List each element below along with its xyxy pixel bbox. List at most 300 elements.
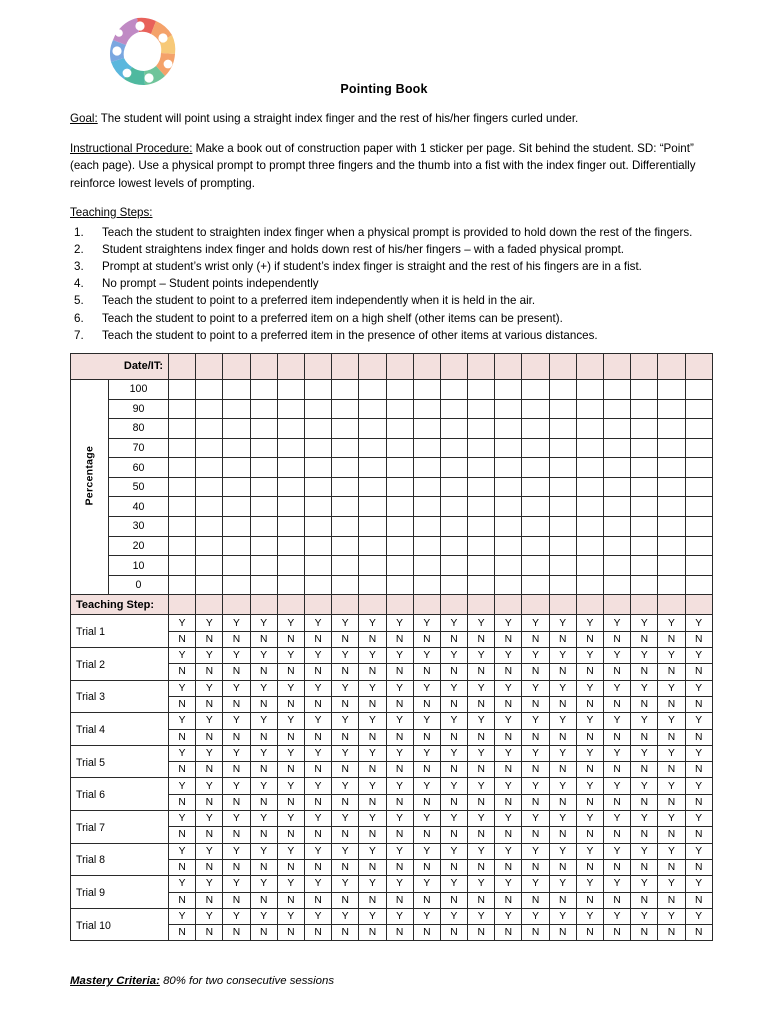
graph-plot-cell[interactable] xyxy=(631,399,658,419)
trial-no-cell[interactable]: N xyxy=(359,925,386,941)
date-entry-cell[interactable] xyxy=(223,353,250,379)
trial-no-cell[interactable]: N xyxy=(440,631,467,647)
teaching-step-entry-cell[interactable] xyxy=(631,595,658,615)
trial-yes-cell[interactable]: Y xyxy=(576,648,603,664)
trial-no-cell[interactable]: N xyxy=(332,925,359,941)
teaching-step-entry-cell[interactable] xyxy=(440,595,467,615)
trial-yes-cell[interactable]: Y xyxy=(631,648,658,664)
trial-yes-cell[interactable]: Y xyxy=(250,908,277,924)
graph-plot-cell[interactable] xyxy=(468,517,495,537)
graph-plot-cell[interactable] xyxy=(304,477,331,497)
trial-yes-cell[interactable]: Y xyxy=(440,778,467,794)
trial-yes-cell[interactable]: Y xyxy=(468,745,495,761)
graph-plot-cell[interactable] xyxy=(576,517,603,537)
graph-plot-cell[interactable] xyxy=(250,438,277,458)
trial-no-cell[interactable]: N xyxy=(386,892,413,908)
trial-no-cell[interactable]: N xyxy=(250,631,277,647)
graph-plot-cell[interactable] xyxy=(631,379,658,399)
graph-plot-cell[interactable] xyxy=(359,556,386,576)
trial-yes-cell[interactable]: Y xyxy=(277,615,304,631)
graph-plot-cell[interactable] xyxy=(549,556,576,576)
trial-yes-cell[interactable]: Y xyxy=(332,680,359,696)
teaching-step-entry-cell[interactable] xyxy=(196,595,223,615)
trial-no-cell[interactable]: N xyxy=(631,892,658,908)
date-entry-cell[interactable] xyxy=(250,353,277,379)
trial-yes-cell[interactable]: Y xyxy=(440,648,467,664)
graph-plot-cell[interactable] xyxy=(576,379,603,399)
graph-plot-cell[interactable] xyxy=(604,556,631,576)
trial-no-cell[interactable]: N xyxy=(332,827,359,843)
trial-no-cell[interactable]: N xyxy=(440,729,467,745)
graph-plot-cell[interactable] xyxy=(413,517,440,537)
trial-no-cell[interactable]: N xyxy=(304,892,331,908)
trial-yes-cell[interactable]: Y xyxy=(196,778,223,794)
trial-yes-cell[interactable]: Y xyxy=(332,908,359,924)
date-entry-cell[interactable] xyxy=(631,353,658,379)
trial-no-cell[interactable]: N xyxy=(631,794,658,810)
graph-plot-cell[interactable] xyxy=(631,575,658,595)
trial-yes-cell[interactable]: Y xyxy=(522,745,549,761)
graph-plot-cell[interactable] xyxy=(359,379,386,399)
graph-plot-cell[interactable] xyxy=(549,536,576,556)
trial-yes-cell[interactable]: Y xyxy=(169,680,196,696)
trial-no-cell[interactable]: N xyxy=(250,729,277,745)
trial-yes-cell[interactable]: Y xyxy=(522,843,549,859)
trial-no-cell[interactable]: N xyxy=(332,631,359,647)
trial-yes-cell[interactable]: Y xyxy=(413,778,440,794)
graph-plot-cell[interactable] xyxy=(440,458,467,478)
trial-no-cell[interactable]: N xyxy=(522,794,549,810)
trial-yes-cell[interactable]: Y xyxy=(468,648,495,664)
graph-plot-cell[interactable] xyxy=(631,458,658,478)
trial-yes-cell[interactable]: Y xyxy=(549,648,576,664)
trial-yes-cell[interactable]: Y xyxy=(304,778,331,794)
trial-yes-cell[interactable]: Y xyxy=(604,811,631,827)
trial-no-cell[interactable]: N xyxy=(468,794,495,810)
trial-yes-cell[interactable]: Y xyxy=(658,745,685,761)
trial-no-cell[interactable]: N xyxy=(359,827,386,843)
graph-plot-cell[interactable] xyxy=(413,458,440,478)
trial-no-cell[interactable]: N xyxy=(549,729,576,745)
trial-yes-cell[interactable]: Y xyxy=(332,811,359,827)
trial-no-cell[interactable]: N xyxy=(468,729,495,745)
trial-yes-cell[interactable]: Y xyxy=(223,745,250,761)
trial-no-cell[interactable]: N xyxy=(549,794,576,810)
graph-plot-cell[interactable] xyxy=(685,556,712,576)
trial-yes-cell[interactable]: Y xyxy=(604,680,631,696)
trial-no-cell[interactable]: N xyxy=(250,827,277,843)
trial-yes-cell[interactable]: Y xyxy=(332,745,359,761)
graph-plot-cell[interactable] xyxy=(685,438,712,458)
trial-yes-cell[interactable]: Y xyxy=(304,648,331,664)
graph-plot-cell[interactable] xyxy=(413,556,440,576)
graph-plot-cell[interactable] xyxy=(304,399,331,419)
trial-yes-cell[interactable]: Y xyxy=(196,908,223,924)
trial-yes-cell[interactable]: Y xyxy=(685,680,712,696)
graph-plot-cell[interactable] xyxy=(549,419,576,439)
trial-yes-cell[interactable]: Y xyxy=(196,713,223,729)
trial-no-cell[interactable]: N xyxy=(468,859,495,875)
teaching-step-entry-cell[interactable] xyxy=(169,595,196,615)
trial-no-cell[interactable]: N xyxy=(413,892,440,908)
trial-yes-cell[interactable]: Y xyxy=(604,908,631,924)
trial-yes-cell[interactable]: Y xyxy=(359,713,386,729)
trial-yes-cell[interactable]: Y xyxy=(169,648,196,664)
trial-no-cell[interactable]: N xyxy=(332,664,359,680)
trial-no-cell[interactable]: N xyxy=(631,762,658,778)
trial-no-cell[interactable]: N xyxy=(576,729,603,745)
graph-plot-cell[interactable] xyxy=(277,575,304,595)
trial-no-cell[interactable]: N xyxy=(169,631,196,647)
trial-yes-cell[interactable]: Y xyxy=(549,876,576,892)
trial-no-cell[interactable]: N xyxy=(169,696,196,712)
trial-yes-cell[interactable]: Y xyxy=(576,908,603,924)
graph-plot-cell[interactable] xyxy=(468,536,495,556)
trial-no-cell[interactable]: N xyxy=(332,729,359,745)
graph-plot-cell[interactable] xyxy=(576,438,603,458)
graph-plot-cell[interactable] xyxy=(386,458,413,478)
trial-yes-cell[interactable]: Y xyxy=(386,843,413,859)
trial-no-cell[interactable]: N xyxy=(658,827,685,843)
graph-plot-cell[interactable] xyxy=(522,556,549,576)
graph-plot-cell[interactable] xyxy=(468,556,495,576)
date-entry-cell[interactable] xyxy=(386,353,413,379)
graph-plot-cell[interactable] xyxy=(495,556,522,576)
graph-plot-cell[interactable] xyxy=(522,438,549,458)
trial-no-cell[interactable]: N xyxy=(440,827,467,843)
trial-no-cell[interactable]: N xyxy=(196,696,223,712)
trial-no-cell[interactable]: N xyxy=(631,925,658,941)
graph-plot-cell[interactable] xyxy=(549,497,576,517)
trial-no-cell[interactable]: N xyxy=(386,664,413,680)
trial-no-cell[interactable]: N xyxy=(250,664,277,680)
trial-no-cell[interactable]: N xyxy=(468,696,495,712)
trial-yes-cell[interactable]: Y xyxy=(413,876,440,892)
trial-no-cell[interactable]: N xyxy=(685,664,712,680)
trial-yes-cell[interactable]: Y xyxy=(522,876,549,892)
trial-yes-cell[interactable]: Y xyxy=(468,778,495,794)
trial-no-cell[interactable]: N xyxy=(522,892,549,908)
trial-yes-cell[interactable]: Y xyxy=(277,908,304,924)
graph-plot-cell[interactable] xyxy=(522,399,549,419)
graph-plot-cell[interactable] xyxy=(169,517,196,537)
graph-plot-cell[interactable] xyxy=(386,536,413,556)
graph-plot-cell[interactable] xyxy=(631,556,658,576)
trial-no-cell[interactable]: N xyxy=(413,827,440,843)
graph-plot-cell[interactable] xyxy=(549,438,576,458)
graph-plot-cell[interactable] xyxy=(277,497,304,517)
graph-plot-cell[interactable] xyxy=(169,575,196,595)
trial-yes-cell[interactable]: Y xyxy=(277,713,304,729)
trial-yes-cell[interactable]: Y xyxy=(440,680,467,696)
trial-no-cell[interactable]: N xyxy=(413,794,440,810)
graph-plot-cell[interactable] xyxy=(631,497,658,517)
trial-no-cell[interactable]: N xyxy=(413,859,440,875)
graph-plot-cell[interactable] xyxy=(604,379,631,399)
trial-no-cell[interactable]: N xyxy=(549,762,576,778)
trial-yes-cell[interactable]: Y xyxy=(413,713,440,729)
trial-yes-cell[interactable]: Y xyxy=(522,778,549,794)
graph-plot-cell[interactable] xyxy=(549,379,576,399)
trial-yes-cell[interactable]: Y xyxy=(277,876,304,892)
trial-yes-cell[interactable]: Y xyxy=(332,615,359,631)
trial-no-cell[interactable]: N xyxy=(277,729,304,745)
graph-plot-cell[interactable] xyxy=(332,556,359,576)
trial-yes-cell[interactable]: Y xyxy=(304,745,331,761)
trial-no-cell[interactable]: N xyxy=(576,762,603,778)
trial-yes-cell[interactable]: Y xyxy=(468,680,495,696)
trial-no-cell[interactable]: N xyxy=(658,631,685,647)
trial-yes-cell[interactable]: Y xyxy=(440,811,467,827)
graph-plot-cell[interactable] xyxy=(604,536,631,556)
trial-no-cell[interactable]: N xyxy=(223,892,250,908)
trial-no-cell[interactable]: N xyxy=(169,794,196,810)
trial-yes-cell[interactable]: Y xyxy=(386,745,413,761)
trial-no-cell[interactable]: N xyxy=(658,664,685,680)
trial-no-cell[interactable]: N xyxy=(549,859,576,875)
graph-plot-cell[interactable] xyxy=(468,497,495,517)
trial-no-cell[interactable]: N xyxy=(223,794,250,810)
trial-no-cell[interactable]: N xyxy=(631,664,658,680)
trial-yes-cell[interactable]: Y xyxy=(223,876,250,892)
trial-yes-cell[interactable]: Y xyxy=(468,713,495,729)
trial-no-cell[interactable]: N xyxy=(304,762,331,778)
trial-no-cell[interactable]: N xyxy=(658,859,685,875)
trial-no-cell[interactable]: N xyxy=(386,631,413,647)
graph-plot-cell[interactable] xyxy=(332,399,359,419)
trial-no-cell[interactable]: N xyxy=(658,762,685,778)
trial-yes-cell[interactable]: Y xyxy=(196,615,223,631)
graph-plot-cell[interactable] xyxy=(277,399,304,419)
graph-plot-cell[interactable] xyxy=(604,419,631,439)
trial-no-cell[interactable]: N xyxy=(576,664,603,680)
trial-no-cell[interactable]: N xyxy=(549,892,576,908)
trial-no-cell[interactable]: N xyxy=(359,762,386,778)
trial-yes-cell[interactable]: Y xyxy=(386,713,413,729)
trial-yes-cell[interactable]: Y xyxy=(576,680,603,696)
trial-no-cell[interactable]: N xyxy=(250,794,277,810)
trial-yes-cell[interactable]: Y xyxy=(468,908,495,924)
trial-yes-cell[interactable]: Y xyxy=(413,745,440,761)
graph-plot-cell[interactable] xyxy=(196,458,223,478)
trial-yes-cell[interactable]: Y xyxy=(304,908,331,924)
trial-yes-cell[interactable]: Y xyxy=(169,713,196,729)
trial-no-cell[interactable]: N xyxy=(604,729,631,745)
graph-plot-cell[interactable] xyxy=(685,379,712,399)
trial-yes-cell[interactable]: Y xyxy=(386,811,413,827)
trial-no-cell[interactable]: N xyxy=(604,631,631,647)
trial-yes-cell[interactable]: Y xyxy=(277,648,304,664)
trial-yes-cell[interactable]: Y xyxy=(658,615,685,631)
trial-yes-cell[interactable]: Y xyxy=(631,745,658,761)
graph-plot-cell[interactable] xyxy=(495,477,522,497)
trial-yes-cell[interactable]: Y xyxy=(304,615,331,631)
trial-yes-cell[interactable]: Y xyxy=(223,843,250,859)
trial-no-cell[interactable]: N xyxy=(196,729,223,745)
trial-no-cell[interactable]: N xyxy=(522,696,549,712)
trial-yes-cell[interactable]: Y xyxy=(604,778,631,794)
trial-no-cell[interactable]: N xyxy=(413,631,440,647)
graph-plot-cell[interactable] xyxy=(522,419,549,439)
trial-no-cell[interactable]: N xyxy=(631,729,658,745)
graph-plot-cell[interactable] xyxy=(604,517,631,537)
trial-no-cell[interactable]: N xyxy=(277,859,304,875)
graph-plot-cell[interactable] xyxy=(631,477,658,497)
trial-no-cell[interactable]: N xyxy=(304,631,331,647)
trial-no-cell[interactable]: N xyxy=(468,664,495,680)
trial-yes-cell[interactable]: Y xyxy=(413,811,440,827)
graph-plot-cell[interactable] xyxy=(604,438,631,458)
trial-no-cell[interactable]: N xyxy=(495,892,522,908)
date-entry-cell[interactable] xyxy=(169,353,196,379)
graph-plot-cell[interactable] xyxy=(250,379,277,399)
teaching-step-entry-cell[interactable] xyxy=(332,595,359,615)
graph-plot-cell[interactable] xyxy=(413,575,440,595)
trial-yes-cell[interactable]: Y xyxy=(468,811,495,827)
trial-yes-cell[interactable]: Y xyxy=(413,680,440,696)
trial-yes-cell[interactable]: Y xyxy=(631,843,658,859)
trial-no-cell[interactable]: N xyxy=(413,729,440,745)
graph-plot-cell[interactable] xyxy=(413,477,440,497)
trial-yes-cell[interactable]: Y xyxy=(495,745,522,761)
trial-no-cell[interactable]: N xyxy=(495,925,522,941)
trial-no-cell[interactable]: N xyxy=(223,696,250,712)
graph-plot-cell[interactable] xyxy=(359,419,386,439)
trial-yes-cell[interactable]: Y xyxy=(304,811,331,827)
trial-yes-cell[interactable]: Y xyxy=(332,876,359,892)
graph-plot-cell[interactable] xyxy=(658,399,685,419)
trial-yes-cell[interactable]: Y xyxy=(277,745,304,761)
graph-plot-cell[interactable] xyxy=(495,497,522,517)
trial-no-cell[interactable]: N xyxy=(440,696,467,712)
trial-yes-cell[interactable]: Y xyxy=(522,713,549,729)
trial-no-cell[interactable]: N xyxy=(440,664,467,680)
trial-yes-cell[interactable]: Y xyxy=(277,843,304,859)
trial-yes-cell[interactable]: Y xyxy=(549,908,576,924)
trial-yes-cell[interactable]: Y xyxy=(495,811,522,827)
graph-plot-cell[interactable] xyxy=(250,458,277,478)
trial-yes-cell[interactable]: Y xyxy=(685,713,712,729)
graph-plot-cell[interactable] xyxy=(332,477,359,497)
trial-no-cell[interactable]: N xyxy=(604,925,631,941)
trial-no-cell[interactable]: N xyxy=(685,827,712,843)
graph-plot-cell[interactable] xyxy=(495,575,522,595)
trial-no-cell[interactable]: N xyxy=(359,696,386,712)
graph-plot-cell[interactable] xyxy=(304,458,331,478)
graph-plot-cell[interactable] xyxy=(522,477,549,497)
trial-yes-cell[interactable]: Y xyxy=(468,843,495,859)
trial-no-cell[interactable]: N xyxy=(277,925,304,941)
trial-no-cell[interactable]: N xyxy=(549,631,576,647)
trial-yes-cell[interactable]: Y xyxy=(604,843,631,859)
graph-plot-cell[interactable] xyxy=(685,517,712,537)
trial-yes-cell[interactable]: Y xyxy=(440,908,467,924)
trial-no-cell[interactable]: N xyxy=(604,794,631,810)
trial-no-cell[interactable]: N xyxy=(223,762,250,778)
graph-plot-cell[interactable] xyxy=(604,477,631,497)
graph-plot-cell[interactable] xyxy=(576,399,603,419)
trial-no-cell[interactable]: N xyxy=(304,696,331,712)
graph-plot-cell[interactable] xyxy=(250,575,277,595)
trial-no-cell[interactable]: N xyxy=(685,892,712,908)
date-entry-cell[interactable] xyxy=(277,353,304,379)
trial-yes-cell[interactable]: Y xyxy=(549,713,576,729)
trial-no-cell[interactable]: N xyxy=(685,925,712,941)
trial-yes-cell[interactable]: Y xyxy=(413,843,440,859)
graph-plot-cell[interactable] xyxy=(522,575,549,595)
graph-plot-cell[interactable] xyxy=(304,556,331,576)
trial-no-cell[interactable]: N xyxy=(332,892,359,908)
trial-yes-cell[interactable]: Y xyxy=(549,615,576,631)
trial-yes-cell[interactable]: Y xyxy=(413,648,440,664)
trial-no-cell[interactable]: N xyxy=(468,892,495,908)
trial-no-cell[interactable]: N xyxy=(332,696,359,712)
trial-no-cell[interactable]: N xyxy=(304,729,331,745)
graph-plot-cell[interactable] xyxy=(658,379,685,399)
graph-plot-cell[interactable] xyxy=(495,458,522,478)
trial-yes-cell[interactable]: Y xyxy=(169,615,196,631)
trial-no-cell[interactable]: N xyxy=(386,827,413,843)
graph-plot-cell[interactable] xyxy=(522,497,549,517)
graph-plot-cell[interactable] xyxy=(468,419,495,439)
trial-no-cell[interactable]: N xyxy=(223,664,250,680)
trial-no-cell[interactable]: N xyxy=(658,696,685,712)
trial-no-cell[interactable]: N xyxy=(277,794,304,810)
trial-yes-cell[interactable]: Y xyxy=(169,811,196,827)
trial-no-cell[interactable]: N xyxy=(169,925,196,941)
trial-yes-cell[interactable]: Y xyxy=(468,876,495,892)
graph-plot-cell[interactable] xyxy=(223,419,250,439)
trial-no-cell[interactable]: N xyxy=(223,859,250,875)
graph-plot-cell[interactable] xyxy=(468,477,495,497)
trial-yes-cell[interactable]: Y xyxy=(495,778,522,794)
trial-no-cell[interactable]: N xyxy=(386,762,413,778)
trial-yes-cell[interactable]: Y xyxy=(250,745,277,761)
graph-plot-cell[interactable] xyxy=(359,536,386,556)
trial-yes-cell[interactable]: Y xyxy=(604,615,631,631)
trial-yes-cell[interactable]: Y xyxy=(386,876,413,892)
trial-no-cell[interactable]: N xyxy=(440,925,467,941)
trial-yes-cell[interactable]: Y xyxy=(440,843,467,859)
date-entry-cell[interactable] xyxy=(604,353,631,379)
graph-plot-cell[interactable] xyxy=(250,517,277,537)
trial-yes-cell[interactable]: Y xyxy=(658,680,685,696)
graph-plot-cell[interactable] xyxy=(549,477,576,497)
trial-no-cell[interactable]: N xyxy=(359,892,386,908)
trial-yes-cell[interactable]: Y xyxy=(685,778,712,794)
trial-yes-cell[interactable]: Y xyxy=(196,648,223,664)
teaching-step-entry-cell[interactable] xyxy=(604,595,631,615)
trial-no-cell[interactable]: N xyxy=(386,794,413,810)
teaching-step-entry-cell[interactable] xyxy=(549,595,576,615)
trial-no-cell[interactable]: N xyxy=(277,696,304,712)
graph-plot-cell[interactable] xyxy=(440,497,467,517)
trial-no-cell[interactable]: N xyxy=(522,631,549,647)
trial-no-cell[interactable]: N xyxy=(522,729,549,745)
graph-plot-cell[interactable] xyxy=(468,458,495,478)
trial-yes-cell[interactable]: Y xyxy=(685,615,712,631)
trial-yes-cell[interactable]: Y xyxy=(549,680,576,696)
trial-yes-cell[interactable]: Y xyxy=(576,876,603,892)
trial-no-cell[interactable]: N xyxy=(549,827,576,843)
trial-yes-cell[interactable]: Y xyxy=(576,745,603,761)
trial-yes-cell[interactable]: Y xyxy=(359,648,386,664)
trial-no-cell[interactable]: N xyxy=(604,664,631,680)
trial-yes-cell[interactable]: Y xyxy=(250,778,277,794)
trial-yes-cell[interactable]: Y xyxy=(440,876,467,892)
graph-plot-cell[interactable] xyxy=(277,438,304,458)
graph-plot-cell[interactable] xyxy=(223,556,250,576)
